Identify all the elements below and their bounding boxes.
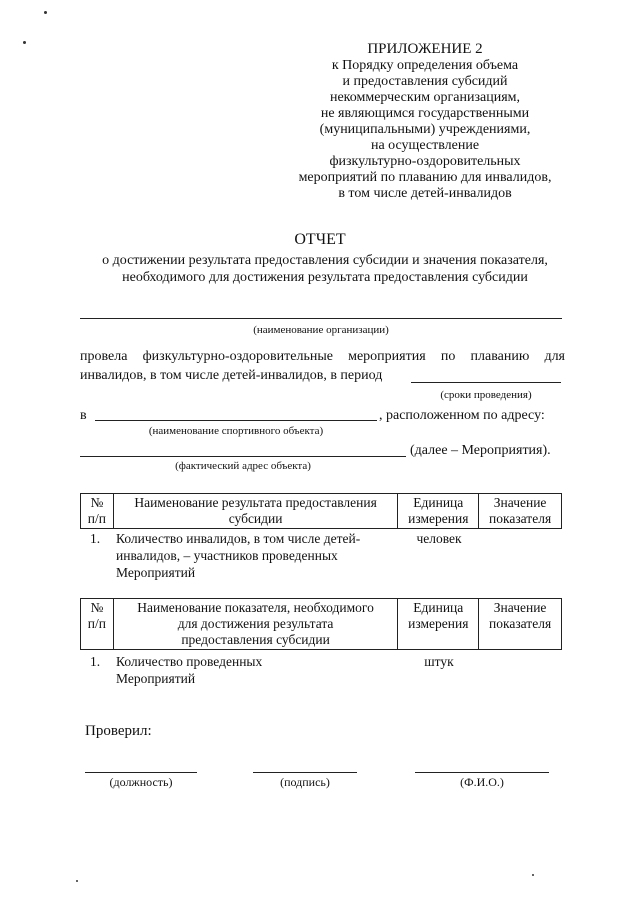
header-cell-name: [113, 494, 398, 529]
table-row-unit: человек: [416, 531, 462, 546]
row-text-line: Мероприятий: [116, 565, 196, 580]
header-text: Единица: [413, 495, 464, 510]
appendix-line: не являющимся государственными: [320, 106, 530, 121]
body-text-line: инвалидов, в том числе детей-инвалидов, в период: [80, 368, 383, 383]
appendix-line: некоммерческим организациям,: [329, 90, 521, 105]
header-text: измерения: [408, 511, 469, 526]
organization-caption: (наименование организации): [253, 324, 389, 336]
appendix-line: к Порядку определения объема: [331, 58, 519, 73]
header-cell-value: [479, 599, 562, 650]
appendix-line: на осуществление: [370, 138, 480, 153]
table-row-num: 1.: [90, 531, 101, 546]
prefix-in: в: [80, 408, 87, 423]
header-cell-unit: [398, 494, 479, 529]
header-cell-name: [113, 599, 398, 650]
header-text: показателя: [489, 616, 552, 631]
organization-name-blank[interactable]: [80, 318, 562, 319]
row-text-line: Мероприятий: [116, 671, 196, 686]
header-text: №: [90, 495, 104, 510]
row-text-line: инвалидов, – участников проведенных: [116, 548, 338, 563]
header-text: №: [90, 600, 104, 615]
fio-caption: (Ф.И.О.): [460, 775, 504, 789]
header-text: п/п: [87, 511, 106, 526]
scan-speck: [23, 41, 26, 44]
header-cell-value: [479, 494, 562, 529]
report-title: ОТЧЕТ: [294, 231, 346, 248]
table-header-row: [81, 494, 562, 529]
header-cell-unit: [398, 599, 479, 650]
header-text: для достижения результата: [177, 616, 334, 631]
checked-by-label: Проверил:: [85, 723, 152, 739]
appendix-title: ПРИЛОЖЕНИЕ 2: [367, 41, 483, 57]
address-caption: (фактический адрес объекта): [175, 460, 311, 472]
scan-speck: [44, 11, 47, 14]
sport-object-blank[interactable]: [95, 420, 377, 421]
events-suffix: (далее – Мероприятия).: [410, 443, 551, 458]
header-text: субсидии: [228, 511, 283, 526]
header-cell-num: [81, 599, 114, 650]
row-text-line: Количество проведенных: [116, 654, 263, 669]
appendix-line: мероприятий по плаванию для инвалидов,: [298, 170, 552, 185]
header-text: измерения: [408, 616, 469, 631]
table-header-row: [81, 599, 562, 650]
position-blank[interactable]: [85, 772, 197, 773]
fio-blank[interactable]: [415, 772, 549, 773]
appendix-line: и предоставления субсидий: [342, 74, 508, 89]
row-text-line: Количество инвалидов, в том числе детей-: [116, 531, 361, 546]
table-row-num: 1.: [90, 654, 101, 669]
period-caption: (сроки проведения): [440, 389, 532, 401]
results-table: [80, 493, 562, 529]
report-subtitle-line: необходимого для достижения результата предоставления субсидии: [122, 270, 528, 285]
sport-object-caption: (наименование спортивного объекта): [148, 425, 324, 437]
scan-speck: [76, 880, 78, 882]
signature-caption: (подпись): [280, 775, 330, 789]
table-row-name: [116, 530, 401, 581]
appendix-line: физкультурно-оздоровительных: [329, 154, 521, 169]
signature-blank[interactable]: [253, 772, 357, 773]
position-caption: (должность): [109, 775, 173, 789]
header-cell-num: [81, 494, 114, 529]
report-subtitle: [80, 252, 570, 286]
header-text: Наименование показателя, необходимого: [137, 600, 374, 615]
period-blank[interactable]: [411, 382, 561, 383]
header-text: Наименование результата предоставления: [134, 495, 377, 510]
scan-speck: [532, 874, 534, 876]
body-text-line: провела физкультурно-оздоровительные мероприятия по плаванию для: [80, 349, 565, 364]
header-text: предоставления субсидии: [181, 632, 330, 647]
header-text: показателя: [489, 511, 552, 526]
appendix-line: (муниципальными) учреждениями,: [319, 122, 531, 137]
header-text: п/п: [87, 616, 106, 631]
appendix-line: в том числе детей-инвалидов: [338, 186, 512, 201]
appendix-block: [280, 40, 570, 202]
header-text: Значение: [493, 600, 547, 615]
table-row-unit: штук: [424, 654, 454, 669]
report-subtitle-line: о достижении результата предоставления субсидии и значения показателя,: [102, 253, 548, 268]
table-row-name: [116, 653, 401, 687]
indicators-table: [80, 598, 562, 650]
header-text: Значение: [493, 495, 547, 510]
header-text: Единица: [413, 600, 464, 615]
address-suffix: , расположенном по адресу:: [379, 408, 545, 423]
address-blank[interactable]: [80, 456, 406, 457]
